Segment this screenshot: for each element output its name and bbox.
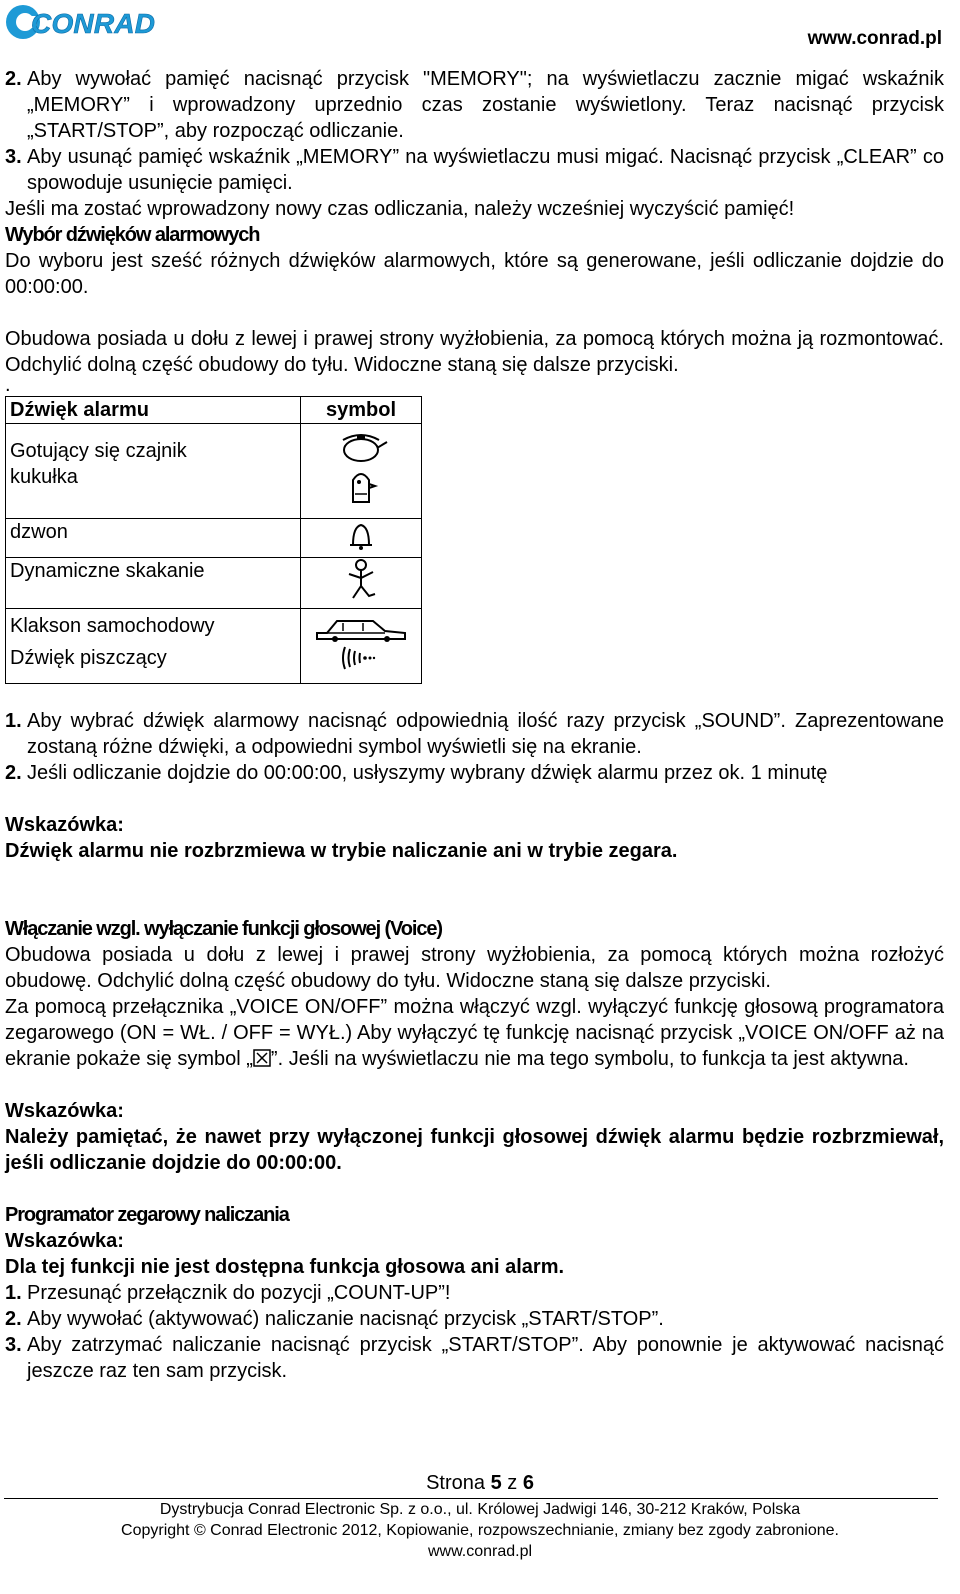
voice-text-b: . Jeśli na wyświetlaczu nie ma tego symbolu, to funkcja ta jest aktywna. bbox=[277, 1048, 909, 1070]
intro-step-2 bbox=[5, 66, 944, 144]
hint-label: Wskazówka: bbox=[5, 1230, 124, 1252]
step-text: Aby wybrać dźwięk alarmowy nacisnąć odpowiednią ilość razy przycisk „SOUND”. Zaprezentowane zostaną różne dźwięki, a odpowiedni symbol wyświetli się na ekranie. bbox=[27, 710, 944, 758]
hint-text: Należy pamiętać, że nawet przy wyłączonej funkcji głosowej dźwięk alarmu będzie rozbrzmiewał, jeśli odliczanie dojdzie do 00:00:00. bbox=[5, 1126, 944, 1174]
housing-paragraph: Obudowa posiada u dołu z lewej i prawej strony wyżłobienia, za pomocą których można ją rozmontować. Odchylić dolną część obudowy do tyłu. Widoczne staną się dalsze przyciski. bbox=[5, 328, 944, 376]
page-prefix: Strona bbox=[426, 1472, 485, 1494]
alarm-sounds-table bbox=[5, 396, 422, 684]
sound-symbols-cell bbox=[301, 424, 422, 519]
voice-heading: Włączanie wzgl. wyłączanie funkcji głosowej (Voice) bbox=[5, 918, 442, 940]
sound-name: Klakson samochodowy bbox=[10, 615, 215, 637]
memory-note: Jeśli ma zostać wprowadzony nowy czas odliczania, należy wcześniej wyczyścić pamięć! bbox=[5, 198, 795, 220]
hint-label: Wskazówka: bbox=[5, 814, 124, 836]
sound-symbol-cell bbox=[301, 558, 422, 609]
sound-names-cell bbox=[6, 609, 301, 684]
header-url: www.conrad.pl bbox=[807, 28, 942, 49]
step-text: Aby usunąć pamięć wskaźnik „MEMORY” na wyświetlaczu musi migać. Nacisnąć przycisk „CLEAR” co spowoduje usunięcie pamięci. bbox=[27, 146, 944, 194]
voice-paragraph-1: Obudowa posiada u dołu z lewej i prawej strony wyżłobienia, za pomocą których można rozłożyć obudowę. Odchylić dolną część obudowy do tyłu. Widoczne staną się dalsze przyciski. bbox=[5, 944, 944, 992]
footer-address: Dystrybucja Conrad Electronic Sp. z o.o., ul. Królowej Jadwigi 146, 30-212 Kraków, Polska bbox=[159, 1501, 801, 1518]
sound-name: Gotujący się czajnik bbox=[10, 440, 187, 462]
table-header-sound: Dźwięk alarmu bbox=[6, 397, 301, 424]
step-number: 3. bbox=[5, 1334, 22, 1356]
sound-symbol-cell bbox=[301, 519, 422, 558]
step-text: Aby zatrzymać naliczanie nacisnąć przycisk „START/STOP”. Aby ponownie je aktywować nacisnąć jeszcze raz ten sam przycisk. bbox=[27, 1334, 944, 1382]
page-footer bbox=[0, 1470, 960, 1562]
hint-label: Wskazówka: bbox=[5, 1100, 124, 1122]
cuckoo-icon bbox=[343, 466, 379, 506]
page-current: 5 bbox=[490, 1472, 502, 1494]
step-text: Przesunąć przełącznik do pozycji „COUNT-UP”! bbox=[27, 1282, 451, 1304]
car-icon bbox=[313, 613, 409, 643]
table-header-row bbox=[6, 397, 422, 424]
countup-step-2 bbox=[5, 1306, 944, 1332]
alarm-section-intro: Do wyboru jest sześć różnych dźwięków alarmowych, które są generowane, jeśli odliczanie dojdzie do 00:00:00. bbox=[5, 250, 944, 298]
sound-name: Dynamiczne skakanie bbox=[6, 558, 301, 609]
jumping-figure-icon bbox=[341, 558, 381, 606]
sound-symbols-cell bbox=[301, 609, 422, 684]
kettle-icon bbox=[333, 426, 389, 466]
bell-icon bbox=[345, 519, 377, 551]
countup-step-1 bbox=[5, 1280, 944, 1306]
logo-text: CONRAD bbox=[31, 8, 155, 39]
table-row bbox=[6, 558, 422, 609]
page-sep: z bbox=[507, 1472, 518, 1494]
step-text: Aby wywołać (aktywować) naliczanie nacisnąć przycisk „START/STOP”. bbox=[27, 1308, 664, 1330]
step-number: 1. bbox=[5, 1282, 22, 1304]
stray-dot: . bbox=[5, 374, 11, 396]
sound-step-1 bbox=[5, 708, 944, 760]
page-number bbox=[0, 1470, 960, 1496]
step-text: Aby wywołać pamięć nacisnąć przycisk "MEMORY"; na wyświetlaczu zacznie migać wskaźnik „MEMORY” i wprowadzony uprzednio czas zostanie wyświetlony. Teraz nacisnąć przycisk „START/STOP”, aby rozpocząć odliczanie. bbox=[27, 68, 944, 142]
footer-copyright: Copyright © Conrad Electronic 2012, Kopiowanie, rozpowszechnianie, zmiany bez zgody zabronione. bbox=[121, 1522, 839, 1539]
step-number: 1. bbox=[5, 710, 22, 732]
sound-name: Dźwięk piszczący bbox=[10, 647, 167, 669]
sound-names-cell bbox=[6, 424, 301, 519]
voice-off-icon bbox=[253, 1049, 271, 1067]
quote-open: „ bbox=[246, 1048, 253, 1070]
step-text: Jeśli odliczanie dojdzie do 00:00:00, usłyszymy wybrany dźwięk alarmu przez ok. 1 minutę bbox=[27, 762, 828, 784]
sound-name: dzwon bbox=[6, 519, 301, 558]
voice-paragraph-2 bbox=[5, 994, 944, 1072]
countup-heading: Programator zegarowy naliczania bbox=[5, 1204, 289, 1226]
sound-step-2 bbox=[5, 760, 944, 786]
quote-close: ” bbox=[270, 1048, 278, 1070]
step-number: 2. bbox=[5, 762, 22, 784]
alarm-section-heading: Wybór dźwięków alarmowych bbox=[5, 224, 260, 246]
footer-url: www.conrad.pl bbox=[427, 1543, 533, 1560]
table-header-symbol: symbol bbox=[301, 397, 422, 424]
step-number: 3. bbox=[5, 146, 22, 168]
table-row bbox=[6, 519, 422, 558]
table-row bbox=[6, 424, 422, 519]
step-number: 2. bbox=[5, 68, 22, 90]
table-row bbox=[6, 609, 422, 684]
hint-text: Dla tej funkcji nie jest dostępna funkcja głosowa ani alarm. bbox=[5, 1256, 565, 1278]
voice-text-a: Za pomocą przełącznika „VOICE ON/OFF” można włączyć wzgl. wyłączyć funkcję głosową programatora zegarowego (ON = WŁ. / OFF = WYŁ.) Aby wyłączyć tę funkcję nacisnąć przycisk „VOICE ON/OFF aż na ekranie pokaże się symbol bbox=[5, 996, 944, 1070]
hint-text: Dźwięk alarmu nie rozbrzmiewa w trybie naliczanie ani w trybie zegara. bbox=[5, 840, 678, 862]
intro-step-3 bbox=[5, 144, 944, 196]
conrad-logo-icon bbox=[5, 2, 157, 42]
beep-waves-icon bbox=[341, 643, 381, 673]
step-number: 2. bbox=[5, 1308, 22, 1330]
page-header bbox=[5, 0, 944, 66]
countup-step-3 bbox=[5, 1332, 944, 1384]
page-total: 6 bbox=[522, 1472, 534, 1494]
sound-name: kukułka bbox=[10, 466, 78, 488]
